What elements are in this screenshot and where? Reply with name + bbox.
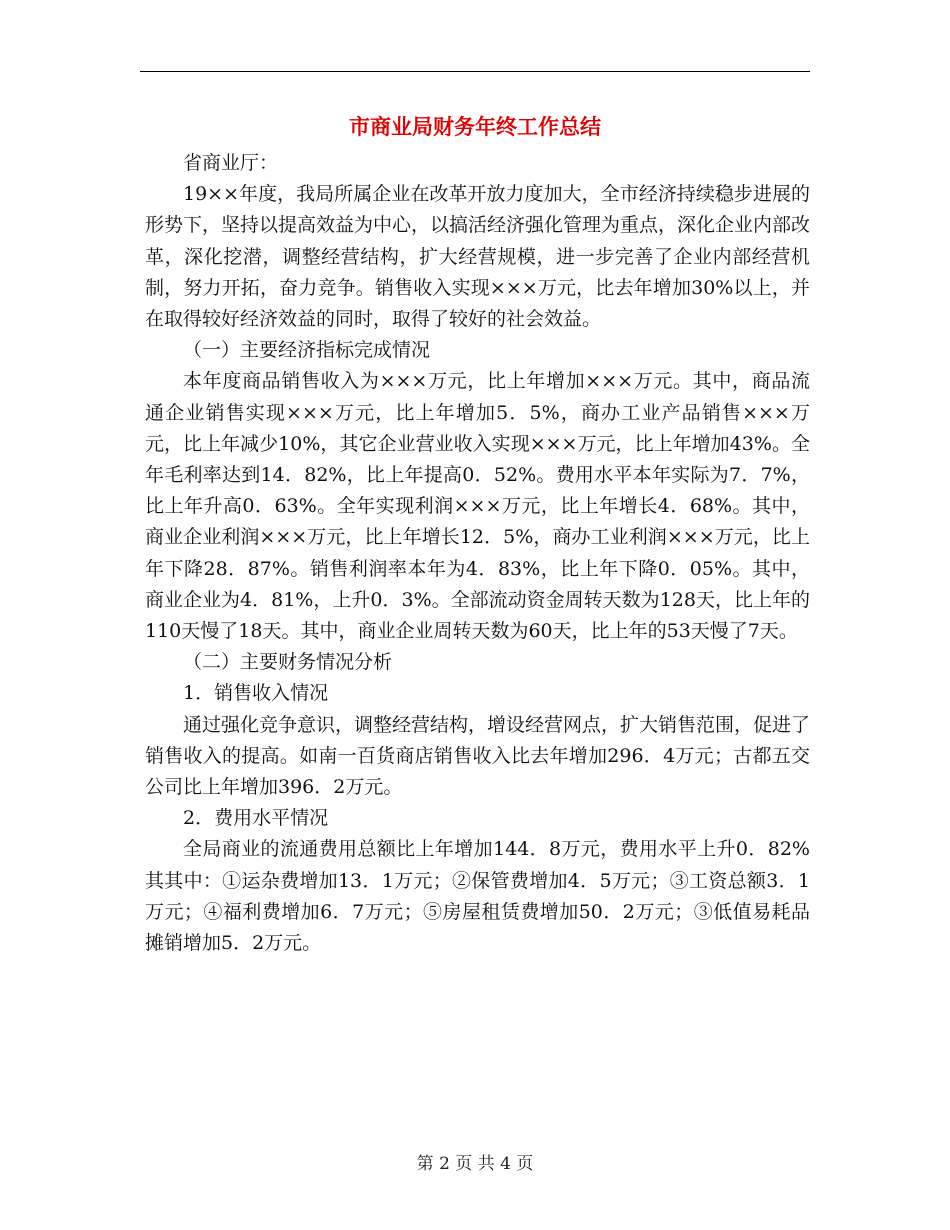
greeting: 省商业厅： [183,152,279,174]
section-heading-2: （二）主要财务情况分析 [183,651,393,674]
subheading-sales: 1．销售收入情况 [183,682,329,705]
paragraph-sales: 通过强化竞争意识，调整经营结构，增设经营网点，扩大销售范围，促进了销售收入的提高。如南一百货商店销售收入比去年增加296．4万元；古都五交公司比上年增加396．2万元。 [145,713,811,799]
document-body [145,148,810,959]
subheading-expenses: 2．费用水平情况 [183,807,329,830]
section-heading-1: （一）主要经济指标完成情况 [183,339,431,362]
document-title: 市商业局财务年终工作总结 [349,114,601,139]
paragraph-intro: 19××年度，我局所属企业在改革开放力度加大，全市经济持续稳步进展的形势下，坚持以提高效益为中心，以搞活经济强化管理为重点，深化企业内部改革，深化挖潜，调整经营结构，扩大经营规模，进一步完善了企业内部经营机制，努力开拓，奋力竞争。销售收入实现×××万元，比去年增加30%以上，并在取得较好经济效益的同时，取得了较好的社会效益。 [145,183,811,331]
header-rule [140,71,810,72]
page-footer: 第 2 页 共 4 页 [416,1154,534,1174]
paragraph-expenses: 全局商业的流通费用总额比上年增加144．8万元，费用水平上升0．82%其其中：①运杂费增加13．1万元；②保管费增加4．5万元；③工资总额3．1万元；④福利费增加6．7万元；⑤房屋租赁费增加50．2万元；③低值易耗品摊销增加5．2万元。 [145,838,810,955]
paragraph-indicators: 本年度商品销售收入为×××万元，比上年增加×××万元。其中，商品流通企业销售实现×××万元，比上年增加5．5%，商办工业产品销售×××万元，比上年减少10%，其它企业营业收入实现×××万元，比上年增加43%。全年毛利率达到14．82%，比上年提高0．52%。费用水平本年实际为7．7%，比上年升高0．63%。全年实现利润×××万元，比上年增长4．68%。其中，商业企业利润×××万元，比上年增长12．5%，商办工业利润×××万元，比上年下降28．87%。销售利润率本年为4．83%，比上年下降0．05%。其中，商业企业为4．81%，上升0．3%。全部流动资金周转天数为128天，比上年的110天慢了18天。其中，商业企业周转天数为60天，比上年的53天慢了7天。 [145,370,810,643]
